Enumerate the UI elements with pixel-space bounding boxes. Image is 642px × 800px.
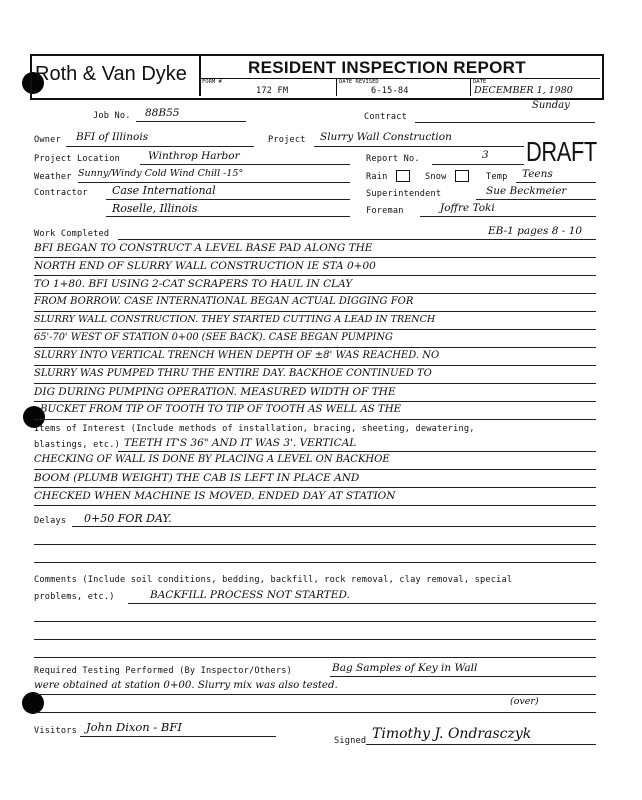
items-line-1: TEETH IT'S 36" AND IT WAS 3'. VERTICAL bbox=[124, 437, 357, 449]
draft-stamp: DRAFT bbox=[526, 136, 597, 167]
weather-label: Weather bbox=[34, 172, 72, 182]
delays-label: Delays bbox=[34, 516, 67, 526]
visitors-value: John Dixon - BFI bbox=[86, 720, 182, 734]
owner-label: Owner bbox=[34, 135, 61, 145]
temp-line bbox=[516, 182, 596, 183]
owner-line bbox=[66, 146, 254, 147]
header-row-divider bbox=[199, 78, 600, 79]
work-line-7: SLURRY INTO VERTICAL TRENCH WHEN DEPTH OF ±8' WAS REACHED. NO bbox=[34, 350, 440, 361]
superintendent-line bbox=[476, 199, 596, 200]
project-location-line bbox=[140, 164, 350, 165]
foreman-value: Joffre Toki bbox=[440, 202, 495, 214]
work-line-6: 65'-70' WEST OF STATION 0+00 (SEE BACK). CASE BEGAN PUMPING bbox=[34, 332, 393, 343]
comments-label-2: problems, etc.) bbox=[34, 592, 115, 602]
report-number-label: Report No. bbox=[366, 154, 420, 164]
rule-line bbox=[34, 657, 596, 658]
comments-label: Comments (Include soil conditions, bedding, backfill, rock removal, clay removal, special bbox=[34, 575, 513, 585]
rule-line bbox=[34, 383, 596, 384]
contractor-value-1: Case International bbox=[112, 184, 216, 197]
project-location-value: Winthrop Harbor bbox=[148, 150, 240, 162]
work-line-9: DIG DURING PUMPING OPERATION. MEASURED WIDTH OF THE bbox=[34, 386, 396, 398]
rule-line bbox=[34, 311, 596, 312]
rule-line bbox=[34, 621, 596, 622]
owner-value: BFI of Illinois bbox=[76, 131, 149, 143]
header-col-divider-2 bbox=[470, 78, 471, 96]
signature: Timothy J. Ondrasczyk bbox=[372, 726, 532, 742]
contractor-line-1 bbox=[106, 199, 350, 200]
foreman-label: Foreman bbox=[366, 206, 404, 216]
rule-line bbox=[34, 562, 596, 563]
items-line-4: CHECKED WHEN MACHINE IS MOVED. ENDED DAY AT STATION bbox=[34, 490, 396, 502]
items-of-interest-label: Items of Interest (Include methods of installation, bracing, sheeting, dewatering, bbox=[34, 424, 475, 434]
delays-value: 0+50 FOR DAY. bbox=[84, 512, 172, 525]
work-completed-first-line bbox=[118, 239, 596, 240]
date-value: DECEMBER 1, 1980 bbox=[474, 85, 573, 96]
project-label: Project bbox=[268, 135, 306, 145]
project-location-label: Project Location bbox=[34, 154, 120, 164]
rule-line bbox=[34, 275, 596, 276]
contractor-value-2: Roselle, Illinois bbox=[112, 202, 198, 215]
snow-label: Snow bbox=[425, 172, 447, 182]
work-line-5: SLURRY WALL CONSTRUCTION. THEY STARTED CUTTING A LEAD IN TRENCH bbox=[34, 314, 436, 325]
rule-line bbox=[34, 329, 596, 330]
project-line bbox=[314, 146, 524, 147]
items-of-interest-label-2: blastings, etc.) bbox=[34, 440, 120, 450]
day-value: Sunday bbox=[532, 100, 570, 111]
rule-line bbox=[34, 544, 596, 545]
rule-line bbox=[34, 639, 596, 640]
rule-line bbox=[34, 293, 596, 294]
rule-line bbox=[366, 744, 596, 745]
punch-hole-bottom bbox=[22, 692, 44, 714]
testing-value-2: were obtained at station 0+00. Slurry mix was also tested. bbox=[34, 680, 338, 691]
rain-label: Rain bbox=[366, 172, 388, 182]
testing-value-1: Bag Samples of Key in Wall bbox=[332, 662, 478, 674]
signed-label: Signed bbox=[334, 736, 367, 746]
testing-value-3: (over) bbox=[510, 696, 539, 707]
work-completed-label: Work Completed bbox=[34, 229, 110, 239]
report-number-line bbox=[432, 164, 524, 165]
report-number-value: 3 bbox=[482, 149, 489, 161]
snow-checkbox[interactable] bbox=[455, 170, 469, 182]
project-value: Slurry Wall Construction bbox=[320, 131, 452, 143]
job-number-line bbox=[136, 121, 246, 122]
weather-line bbox=[78, 182, 350, 183]
rain-checkbox[interactable] bbox=[396, 170, 410, 182]
rule-line bbox=[34, 469, 596, 470]
report-title: RESIDENT INSPECTION REPORT bbox=[248, 58, 526, 77]
rule-line bbox=[34, 505, 596, 506]
date-revised-label: DATE REVISED bbox=[339, 79, 379, 85]
items-line-2: CHECKING OF WALL IS DONE BY PLACING A LEVEL ON BACKHOE bbox=[34, 454, 390, 465]
form-number-value: 172 FM bbox=[256, 86, 289, 96]
job-number-label: Job No. bbox=[93, 111, 131, 121]
contract-line bbox=[415, 122, 595, 123]
contract-label: Contract bbox=[364, 112, 407, 122]
date-revised-value: 6-15-84 bbox=[371, 86, 409, 96]
contractor-line-2 bbox=[106, 216, 350, 217]
rule-line bbox=[118, 451, 596, 452]
rule-line bbox=[34, 419, 596, 420]
company-logo: Roth & Van Dyke bbox=[35, 63, 187, 85]
comments-value: BACKFILL PROCESS NOT STARTED. bbox=[150, 589, 350, 601]
work-line-4: FROM BORROW. CASE INTERNATIONAL BEGAN ACTUAL DIGGING FOR bbox=[34, 296, 414, 307]
rule-line bbox=[128, 603, 596, 604]
header-divider bbox=[199, 54, 201, 96]
rule-line bbox=[34, 347, 596, 348]
temp-value: Teens bbox=[522, 168, 553, 180]
rule-line bbox=[34, 712, 596, 713]
superintendent-label: Superintendent bbox=[366, 189, 442, 199]
rule-line bbox=[330, 676, 596, 677]
date-label: DATE bbox=[473, 79, 487, 85]
rule-line bbox=[72, 526, 596, 527]
work-line-1: BFI BEGAN TO CONSTRUCT A LEVEL BASE PAD ALONG THE bbox=[34, 242, 373, 254]
rule-line bbox=[34, 365, 596, 366]
rule-line bbox=[34, 487, 596, 488]
contractor-label: Contractor bbox=[34, 188, 88, 198]
items-line-3: BOOM (PLUMB WEIGHT) THE CAB IS LEFT IN PLACE AND bbox=[34, 472, 360, 484]
work-line-2: NORTH END OF SLURRY WALL CONSTRUCTION IE STA 0+00 bbox=[34, 260, 376, 272]
foreman-line bbox=[420, 216, 596, 217]
rule-line bbox=[34, 694, 596, 695]
work-line-10: BUCKET FROM TIP OF TOOTH TO TIP OF TOOTH AS WELL AS THE bbox=[40, 404, 402, 415]
form-number-label: FORM # bbox=[202, 79, 222, 85]
testing-label: Required Testing Performed (By Inspector/Others) bbox=[34, 666, 292, 676]
rule-line bbox=[34, 401, 596, 402]
header-col-divider-1 bbox=[336, 78, 337, 96]
job-number-value: 88B55 bbox=[145, 107, 180, 119]
work-line-3: TO 1+80. BFI USING 2-CAT SCRAPERS TO HAUL IN CLAY bbox=[34, 278, 353, 290]
rule-line bbox=[34, 257, 596, 258]
work-completed-reference: EB-1 pages 8 - 10 bbox=[488, 225, 583, 237]
work-line-8: SLURRY WAS PUMPED THRU THE ENTIRE DAY. BACKHOE CONTINUED TO bbox=[34, 368, 432, 379]
weather-value: Sunny/Windy Cold Wind Chill -15° bbox=[78, 168, 244, 179]
temp-label: Temp bbox=[486, 172, 508, 182]
superintendent-value: Sue Beckmeier bbox=[486, 185, 567, 197]
rule-line bbox=[80, 736, 276, 737]
visitors-label: Visitors bbox=[34, 726, 77, 736]
